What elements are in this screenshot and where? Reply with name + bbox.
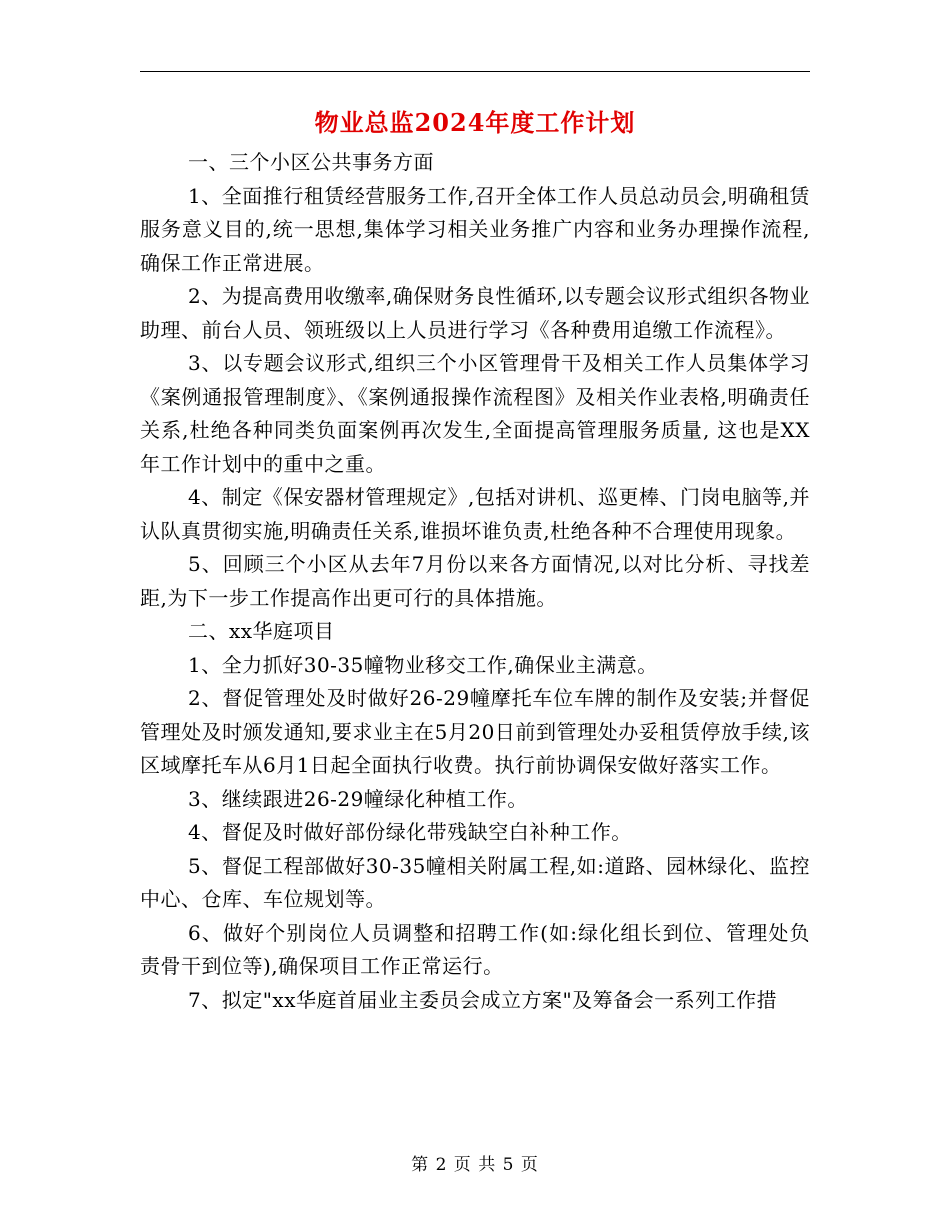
paragraph: 1、全面推行租赁经营服务工作,召开全体工作人员总动员会,明确租赁服务意义目的,统一思想,集体学习相关业务推广内容和业务办理操作流程,确保工作正常进展。 (140, 183, 810, 275)
paragraph: 2、督促管理处及时做好26-29幢摩托车位车牌的制作及安装;并督促管理处及时颁发通知,要求业主在5月20日前到管理处办妥租赁停放手续,该区域摩托车从6月1日起全面执行收费。执行前协调保安做好落实工作。 (140, 686, 810, 777)
paragraph: 1、全力抓好30-35幢物业移交工作,确保业主满意。 (188, 652, 658, 677)
document-body (140, 146, 810, 1017)
paragraph: 4、督促及时做好部份绿化带残缺空白补种工作。 (188, 820, 632, 844)
document-title: 物业总监2024年度工作计划 (314, 108, 636, 137)
section-heading-public-affairs: 一、三个小区公共事务方面 (188, 150, 434, 174)
paragraph: 6、做好个别岗位人员调整和招聘工作(如:绿化组长到位、管理处负责骨干到位等),确保项目工作正常运行。 (140, 920, 810, 978)
paragraph: 3、以专题会议形式,组织三个小区管理骨干及相关工作人员集体学习《案例通报管理制度》、《案例通报操作流程图》及相关作业表格,明确责任关系,杜绝各种同类负面案例再次发生,全面提高管理服务质量, 这也是XX年工作计划中的重中之重。 (140, 351, 810, 476)
paragraph: 5、回顾三个小区从去年7月份以来各方面情况,以对比分析、寻找差距,为下一步工作提高作出更可行的具体措施。 (140, 552, 810, 610)
paragraph: 3、继续跟进26-29幢绿化种植工作。 (188, 786, 528, 811)
page-number-footer: 第 2 页 共 5 页 (411, 1155, 539, 1175)
paragraph: 5、督促工程部做好30-35幢相关附属工程,如:道路、园林绿化、监控中心、仓库、车位规划等。 (140, 853, 810, 911)
header-rule (140, 71, 810, 72)
paragraph: 2、为提高费用收缴率,确保财务良性循环,以专题会议形式组织各物业助理、前台人员、领班级以上人员进行学习《各种费用追缴工作流程》。 (140, 284, 810, 342)
paragraph: 7、拟定"xx华庭首届业主委员会成立方案"及筹备会一系列工作措 (188, 987, 778, 1012)
section-heading-huating-project: 二、xx华庭项目 (188, 619, 335, 643)
paragraph: 4、制定《保安器材管理规定》,包括对讲机、巡更棒、门岗电脑等,并认队真贯彻实施,明确责任关系,谁损坏谁负责,杜绝各种不合理使用现象。 (140, 485, 810, 543)
